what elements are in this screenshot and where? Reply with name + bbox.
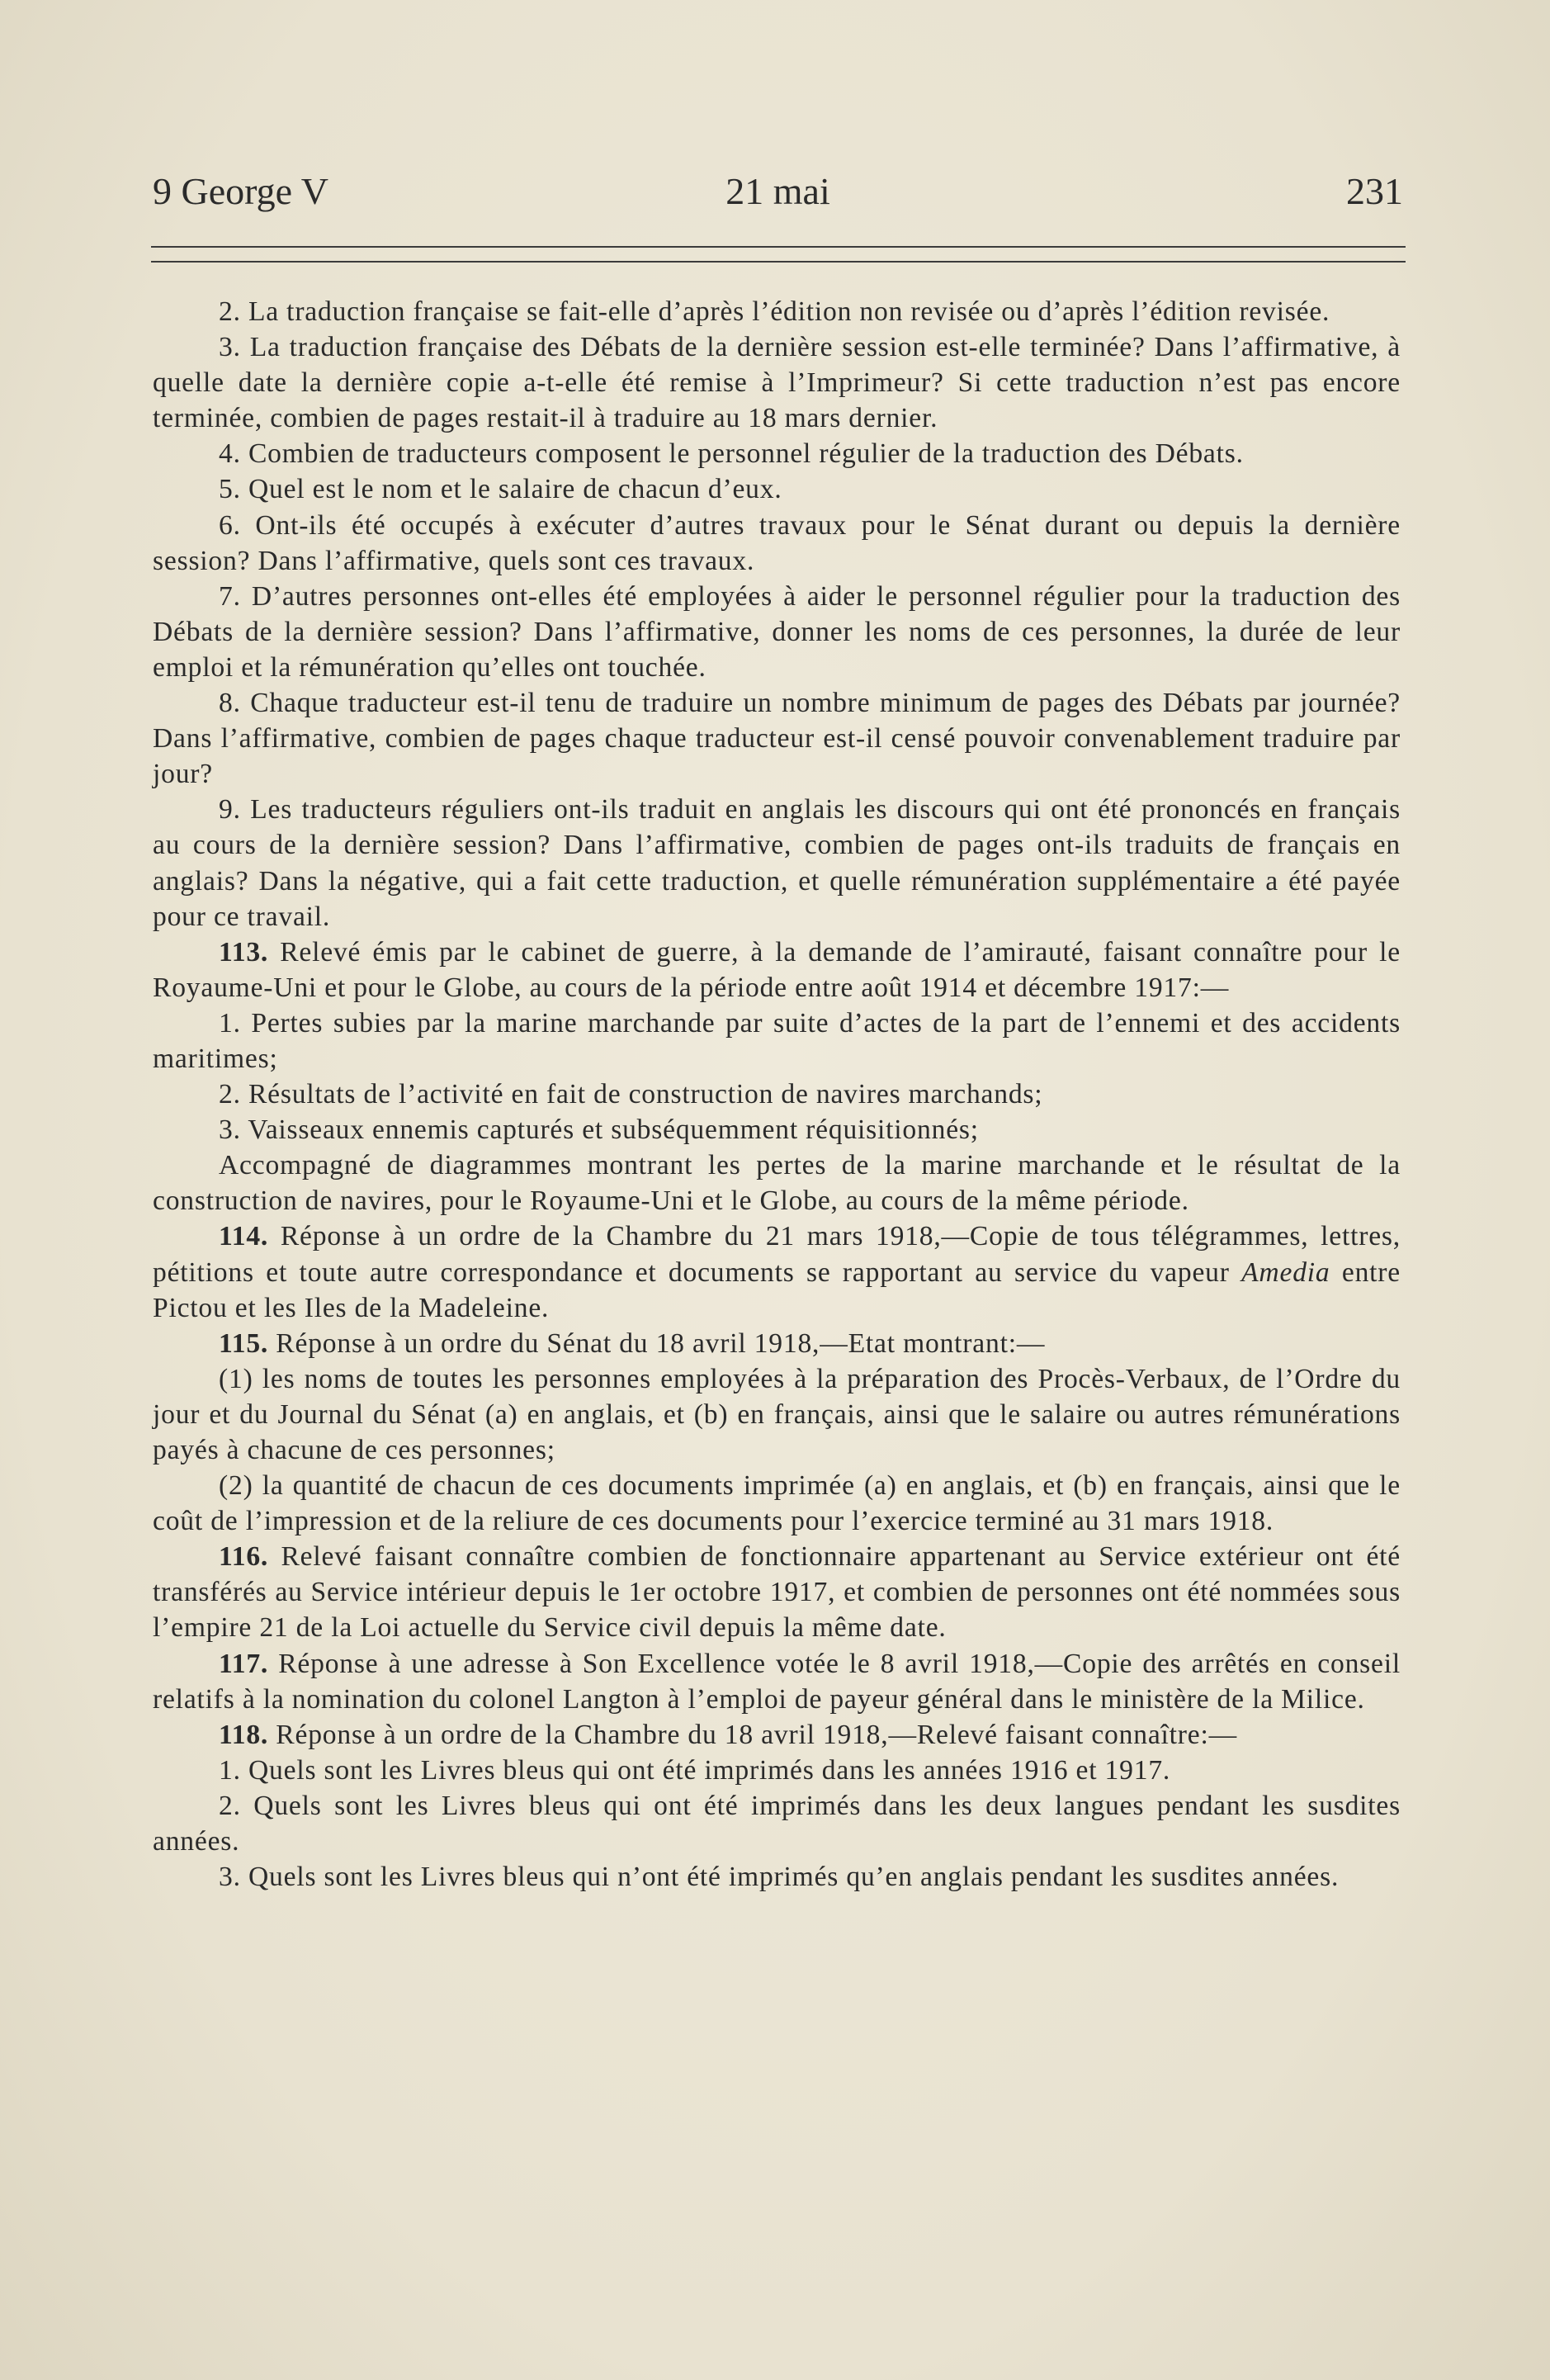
paragraph: 1. Pertes subies par la marine marchande par suite d’actes de la part de l’ennemi et des accidents maritimes;	[153, 1007, 1401, 1074]
item-117: 117. Réponse à une adresse à Son Excellence votée le 8 avril 1918,—Copie des arrêtés en conseil relatifs à la nomination du colonel Langton à l’emploi de payeur général dans le ministère de la Milice.	[153, 1648, 1401, 1715]
item-114: 114. Réponse à un ordre de la Chambre du 21 mars 1918,—Copie de tous télégrammes, lettres, pétitions et toute autre correspondance et documents se rapportant au service du vapeur Amedia entre Pictou et les Iles de la Madeleine.	[153, 1221, 1401, 1323]
body-text	[153, 294, 1401, 1895]
paragraph: 2. La traduction française se fait-elle d’après l’édition non revisée ou d’après l’édition revisée.	[219, 296, 1330, 327]
header-rule-bottom	[151, 261, 1406, 263]
page-header	[153, 169, 1403, 227]
paragraph: Accompagné de diagrammes montrant les pertes de la marine marchande et le résultat de la construction de navires, pour le Royaume-Uni et le Globe, au cours de la même période.	[153, 1150, 1401, 1217]
header-regnal-year: 9 George V	[153, 170, 328, 212]
item-number: 113.	[219, 936, 269, 968]
paragraph: 3. Vaisseaux ennemis capturés et subséquemment réquisitionnés;	[219, 1114, 979, 1146]
paragraph: 4. Combien de traducteurs composent le personnel régulier de la traduction des Débats.	[219, 438, 1244, 470]
item-number: 115.	[219, 1327, 269, 1359]
item-number: 116.	[219, 1541, 269, 1573]
ship-name: Amedia	[1241, 1256, 1330, 1288]
item-number: 114.	[219, 1221, 269, 1252]
page-number: 231	[1346, 170, 1403, 212]
item-number: 118.	[219, 1719, 269, 1750]
header-rule-top	[151, 246, 1406, 248]
paragraph: 6. Ont-ils été occupés à exécuter d’autres travaux pour le Sénat durant ou depuis la dernière session? Dans l’affirmative, quels sont ces travaux.	[153, 509, 1401, 576]
paragraph: (1) les noms de toutes les personnes employées à la préparation des Procès-Verbaux, de l’Ordre du jour et du Journal du Sénat (a) en anglais, et (b) en français, ainsi que le salaire ou autres rémunérations payés à chacune de ces personnes;	[153, 1363, 1401, 1465]
paragraph: (2) la quantité de chacun de ces documents imprimée (a) en anglais, et (b) en français, ainsi que le coût de l’impression et de la reliure de ces documents pour l’exercice terminé au 31 mars 1918.	[153, 1470, 1401, 1537]
item-118: 118. Réponse à un ordre de la Chambre du 18 avril 1918,—Relevé faisant connaître:—	[219, 1719, 1237, 1750]
paragraph: 3. La traduction française des Débats de la dernière session est-elle terminée? Dans l’affirmative, à quelle date la dernière copie a-t-elle été remise à l’Imprimeur? Si cette traduction n’est pas encore terminée, combien de pages restait-il à traduire au 18 mars dernier.	[153, 332, 1401, 434]
item-number: 117.	[219, 1648, 269, 1679]
paragraph: 9. Les traducteurs réguliers ont-ils traduit en anglais les discours qui ont été prononcés en français au cours de la dernière session? Dans l’affirmative, combien de pages ont-ils traduits de français en anglais? Dans la négative, qui a fait cette traduction, et quelle rémunération supplémentaire a été payée pour ce travail.	[153, 794, 1401, 932]
paragraph: 7. D’autres personnes ont-elles été employées à aider le personnel régulier pour la traduction des Débats de la dernière session? Dans l’affirmative, donner les noms de ces personnes, la durée de leur emploi et la rémunération qu’elles ont touchée.	[153, 580, 1401, 683]
item-116: 116. Relevé faisant connaître combien de fonctionnaire appartenant au Service extérieur ont été transférés au Service intérieur depuis le 1er octobre 1917, et combien de personnes ont été nommées sous l’empire 21 de la Loi actuelle du Service civil depuis la même date.	[153, 1541, 1401, 1644]
item-113: 113. Relevé émis par le cabinet de guerre, à la demande de l’amirauté, faisant connaître pour le Royaume-Uni et pour le Globe, au cours de la période entre août 1914 et décembre 1917:—	[153, 936, 1401, 1003]
paragraph: 2. Quels sont les Livres bleus qui ont été imprimés dans les deux langues pendant les susdites années.	[153, 1790, 1401, 1857]
item-115: 115. Réponse à un ordre du Sénat du 18 avril 1918,—Etat montrant:—	[219, 1327, 1046, 1359]
paragraph: 3. Quels sont les Livres bleus qui n’ont été imprimés qu’en anglais pendant les susdites années.	[219, 1862, 1340, 1893]
header-date: 21 mai	[725, 170, 830, 212]
paragraph: 2. Résultats de l’activité en fait de construction de navires marchands;	[219, 1079, 1043, 1110]
paragraph: 1. Quels sont les Livres bleus qui ont été imprimés dans les années 1916 et 1917.	[219, 1754, 1171, 1786]
paragraph: 5. Quel est le nom et le salaire de chacun d’eux.	[219, 474, 782, 505]
paragraph: 8. Chaque traducteur est-il tenu de traduire un nombre minimum de pages des Débats par journée? Dans l’affirmative, combien de pages chaque traducteur est-il censé pouvoir convenablement traduire par jour?	[153, 688, 1401, 790]
